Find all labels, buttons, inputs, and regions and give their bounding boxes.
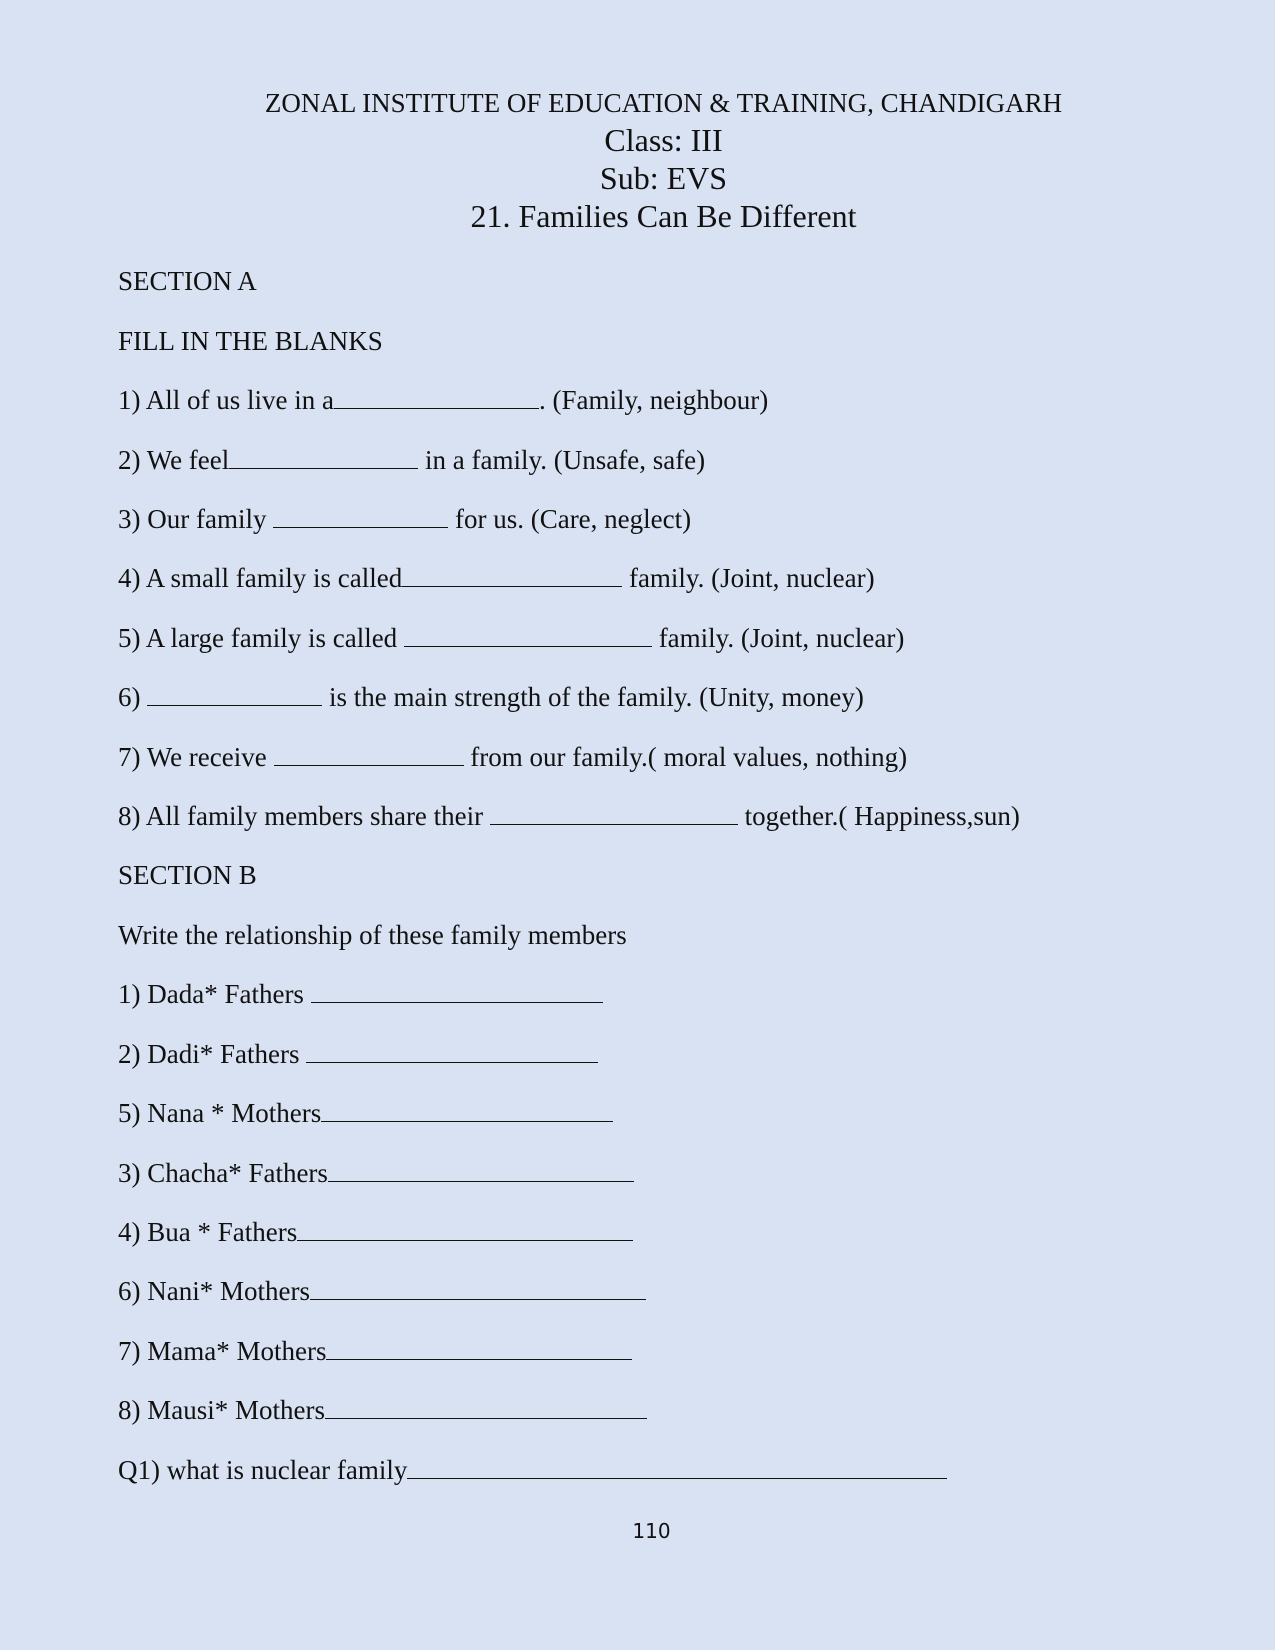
question-options: from our family.( moral values, nothing) [463,742,908,772]
relationship-item [118,1275,646,1307]
page-number: 110 [632,1519,671,1543]
question-text: 5) A large family is called [118,623,404,653]
answer-blank [407,1456,947,1479]
answer-blank [147,683,322,706]
subject-label: Sub: EVS [599,160,728,196]
question-options: together.( Happiness,sun) [737,801,1020,831]
question-options: . (Family, neighbour) [538,385,769,415]
relationship-label: 7) Mama* Mothers [118,1336,327,1366]
answer-blank [229,446,418,469]
section-b-instruction: Write the relationship of these family members [118,920,627,950]
fill-blank-question [118,741,907,773]
question-text: 8) All family members share their [118,801,490,831]
question-options: for us. (Care, neglect) [448,504,692,534]
relationship-item [118,1097,613,1129]
institute-name: ZONAL INSTITUTE OF EDUCATION & TRAINING, CHANDIGARH [264,88,1063,118]
answer-blank [328,1159,634,1182]
question-text: Q1) what is nuclear family [118,1455,408,1485]
answer-blank [273,505,448,528]
answer-blank [326,1337,632,1360]
section-a-instruction: FILL IN THE BLANKS [118,326,383,356]
question-text: 3) Our family [118,504,274,534]
relationship-label: 3) Chacha* Fathers [118,1158,328,1188]
answer-blank [310,1277,646,1300]
question-options: in a family. (Unsafe, safe) [418,445,706,475]
relationship-item [118,1157,634,1189]
chapter-title: 21. Families Can Be Different [470,198,857,234]
relationship-item [118,978,603,1010]
question-options: is the main strength of the family. (Unity, money) [322,682,864,712]
answer-blank [321,1099,613,1122]
relationship-label: 5) Nana * Mothers [118,1098,322,1128]
answer-blank [404,624,652,647]
relationship-item [118,1038,598,1070]
answer-blank [490,802,738,825]
fill-blank-question [118,622,904,654]
open-question [118,1454,947,1486]
answer-blank [325,1396,647,1419]
question-text: 2) We feel [118,445,230,475]
answer-blank [306,1040,598,1063]
fill-blank-question [118,444,705,476]
fill-blank-question [118,562,875,594]
relationship-item [118,1335,632,1367]
answer-blank [334,386,539,409]
fill-blank-question [118,503,691,535]
fill-blank-question [118,681,864,713]
relationship-label: 2) Dadi* Fathers [118,1039,307,1069]
answer-blank [402,564,622,587]
question-options: family. (Joint, nuclear) [651,623,905,653]
relationship-label: 1) Dada* Fathers [118,979,311,1009]
fill-blank-question [118,800,1020,832]
fill-blank-question [118,384,768,416]
answer-blank [274,743,464,766]
relationship-item [118,1216,633,1248]
relationship-item [118,1394,647,1426]
question-text: 4) A small family is called [118,563,403,593]
class-label: Class: III [604,122,723,158]
question-text: 6) [118,682,148,712]
question-text: 1) All of us live in a [118,385,334,415]
relationship-label: 6) Nani* Mothers [118,1276,310,1306]
section-a-heading: SECTION A [118,266,257,296]
relationship-label: 8) Mausi* Mothers [118,1395,325,1425]
answer-blank [297,1218,633,1241]
section-b-heading: SECTION B [118,860,257,890]
answer-blank [311,980,603,1003]
question-options: family. (Joint, nuclear) [622,563,875,593]
relationship-label: 4) Bua * Fathers [118,1217,298,1247]
question-text: 7) We receive [118,742,274,772]
